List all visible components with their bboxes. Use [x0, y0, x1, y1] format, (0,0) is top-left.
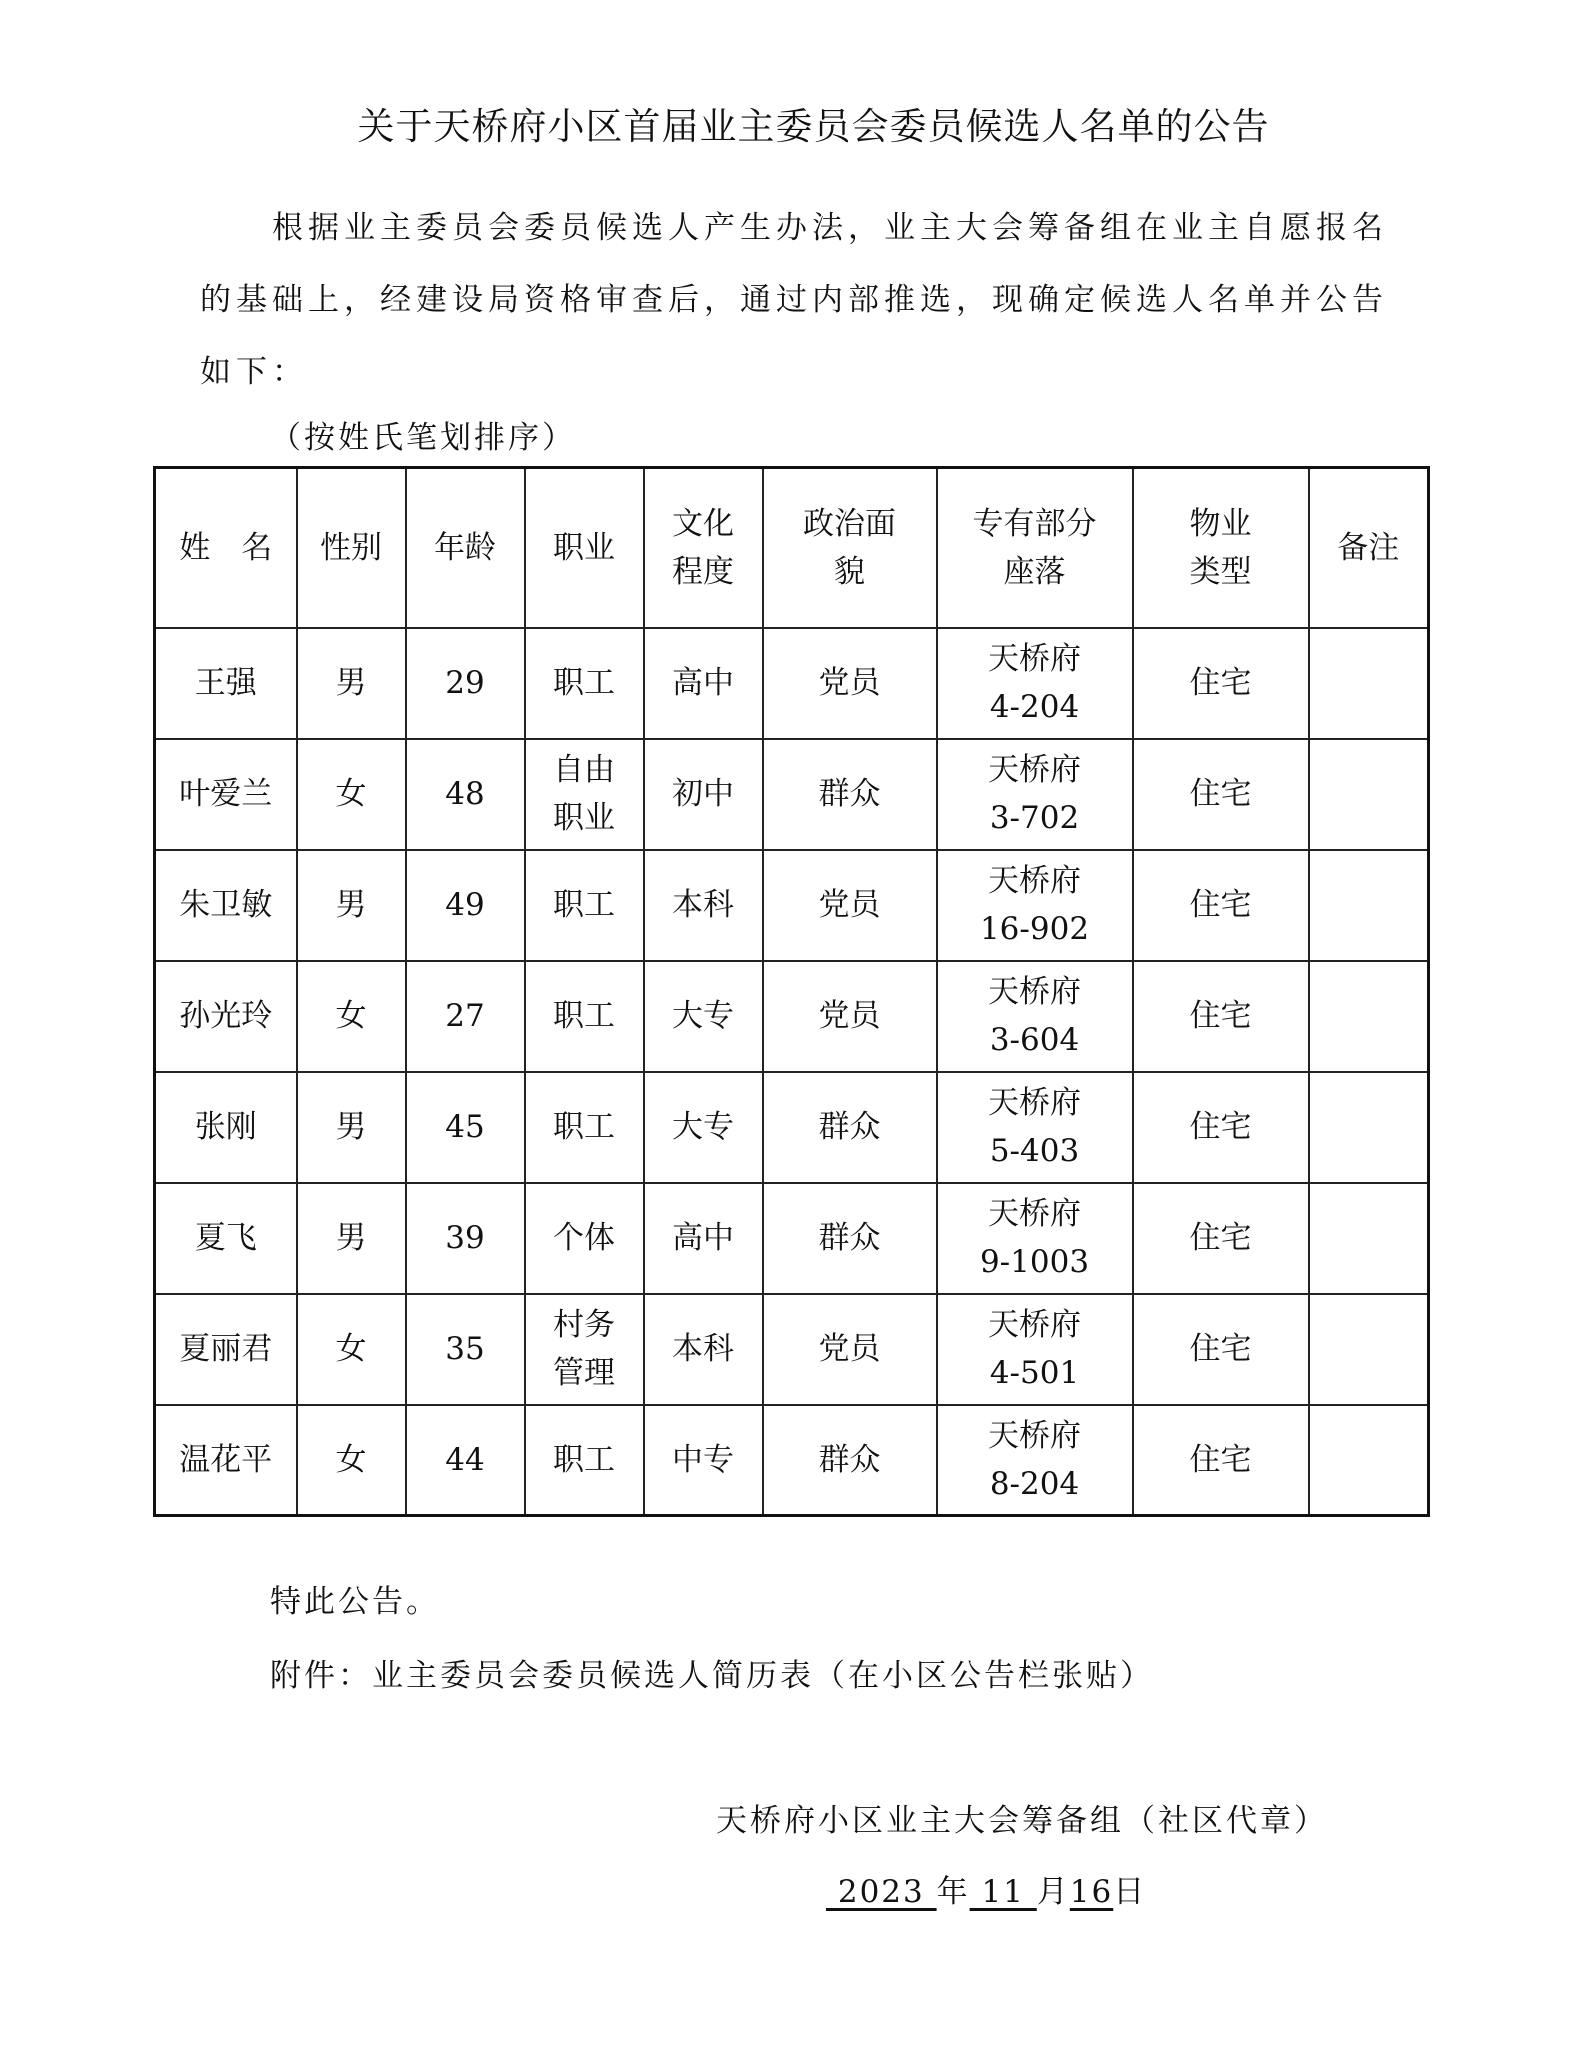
cell-job-text: 个体	[553, 1220, 615, 1256]
closing-text: 特此公告。	[270, 1584, 440, 1620]
cell-gender	[297, 961, 406, 1072]
cell-unit-text: 3-702	[989, 800, 1080, 836]
date-year-label: 年	[936, 1874, 970, 1910]
cell-unit-text: 天桥府	[988, 1196, 1081, 1232]
cell-political-status	[763, 1294, 937, 1405]
cell-property-type	[1133, 739, 1309, 850]
cell-property-type	[1133, 850, 1309, 961]
cell-education-text: 中专	[672, 1441, 734, 1478]
cell-age-text: 35	[445, 1331, 485, 1367]
cell-remark	[1309, 1183, 1429, 1294]
cell-unit-text: 9-1003	[979, 1244, 1090, 1280]
cell-job-text: 职业	[553, 800, 615, 836]
cell-education-text: 高中	[672, 665, 734, 701]
cell-political-status	[763, 961, 937, 1072]
cell-age	[406, 739, 525, 850]
cell-remark	[1309, 850, 1429, 961]
cell-political-status-text: 党员	[818, 887, 881, 923]
table-body	[155, 628, 1429, 1516]
cell-age-text: 48	[445, 776, 485, 812]
cell-unit-text: 天桥府	[988, 1307, 1081, 1343]
cell-unit-text: 天桥府	[988, 752, 1081, 788]
cell-property-type-text: 住宅	[1189, 1441, 1252, 1478]
cell-political-status	[763, 628, 937, 739]
table-row	[155, 739, 1429, 850]
cell-unit-text: 天桥府	[988, 641, 1081, 677]
cell-unit	[937, 850, 1133, 961]
intro-paragraph: 根据业主委员会委员候选人产生办法，业主大会筹备组在业主自愿报名的基础上，经建设局资格审查后，通过内部推选，现确定候选人名单并公告如下：	[200, 210, 1388, 390]
cell-name-text: 张刚	[194, 1109, 257, 1145]
header-age	[406, 468, 525, 628]
cell-job-text: 职工	[553, 665, 615, 701]
date-month-label: 月	[1036, 1874, 1070, 1910]
cell-education	[644, 739, 763, 850]
cell-name	[155, 1183, 297, 1294]
cell-political-status-text: 党员	[818, 1331, 881, 1367]
cell-job	[525, 739, 644, 850]
cell-job	[525, 1294, 644, 1405]
cell-unit-text: 5-403	[989, 1133, 1080, 1169]
table-row	[155, 1072, 1429, 1183]
cell-property-type-text: 住宅	[1189, 887, 1252, 923]
cell-gender-text: 女	[335, 998, 367, 1034]
cell-education	[644, 1405, 763, 1516]
cell-education	[644, 1072, 763, 1183]
cell-property-type-text: 住宅	[1189, 1220, 1252, 1256]
cell-job	[525, 1072, 644, 1183]
cell-age	[406, 628, 525, 739]
header-line: 政治面	[803, 505, 896, 542]
cell-unit-text: 天桥府	[988, 863, 1081, 899]
cell-name-text: 朱卫敏	[179, 887, 273, 923]
cell-age-text: 39	[445, 1220, 485, 1256]
cell-unit	[937, 628, 1133, 739]
cell-job-text: 职工	[553, 887, 615, 923]
cell-unit-text: 天桥府	[988, 1417, 1081, 1454]
cell-name-text: 孙光玲	[179, 998, 273, 1034]
cell-age	[406, 850, 525, 961]
table-row	[155, 850, 1429, 961]
cell-remark	[1309, 961, 1429, 1072]
cell-name	[155, 850, 297, 961]
header-name	[155, 468, 297, 628]
cell-gender-text: 女	[335, 776, 367, 812]
cell-gender	[297, 1183, 406, 1294]
cell-name	[155, 1405, 297, 1516]
cell-education-text: 本科	[672, 887, 734, 923]
header-education	[644, 468, 763, 628]
cell-job	[525, 961, 644, 1072]
cell-gender	[297, 628, 406, 739]
cell-age	[406, 1072, 525, 1183]
cell-property-type-text: 住宅	[1189, 998, 1252, 1034]
cell-property-type	[1133, 1294, 1309, 1405]
date-day-label: 日	[1113, 1874, 1147, 1910]
cell-education-text: 本科	[672, 1331, 734, 1367]
cell-unit-text: 4-501	[989, 1355, 1080, 1391]
cell-unit	[937, 1183, 1133, 1294]
cell-political-status-text: 群众	[818, 1441, 881, 1478]
cell-political-status	[763, 1405, 937, 1516]
cell-property-type-text: 住宅	[1189, 1331, 1252, 1367]
cell-property-type	[1133, 1405, 1309, 1516]
cell-education	[644, 1183, 763, 1294]
cell-age	[406, 1294, 525, 1405]
cell-job-text: 管理	[553, 1355, 615, 1391]
cell-political-status	[763, 1072, 937, 1183]
cell-age-text: 49	[445, 887, 485, 923]
candidate-table	[153, 466, 1430, 1517]
cell-remark	[1309, 1072, 1429, 1183]
cell-property-type-text: 住宅	[1189, 1109, 1252, 1145]
cell-education	[644, 1294, 763, 1405]
header-line: 物业	[1189, 505, 1252, 542]
header-line: 姓 名	[179, 529, 273, 566]
table-row	[155, 961, 1429, 1072]
cell-name-text: 王强	[194, 665, 257, 701]
cell-education	[644, 961, 763, 1072]
sort-note: （按姓氏笔划排序）	[270, 420, 576, 456]
header-line: 性别	[320, 529, 382, 566]
cell-job-text: 村务	[553, 1307, 615, 1343]
cell-age	[406, 1183, 525, 1294]
date-month: 11	[969, 1874, 1037, 1910]
cell-job-text: 职工	[553, 1441, 615, 1478]
attachment-note: 附件：业主委员会委员候选人简历表（在小区公告栏张贴）	[270, 1658, 1154, 1694]
cell-unit	[937, 739, 1133, 850]
cell-education-text: 大专	[672, 1109, 734, 1145]
cell-name	[155, 1072, 297, 1183]
document-title: 关于天桥府小区首届业主委员会委员候选人名单的公告	[357, 105, 1270, 148]
header-line: 职业	[553, 529, 615, 566]
header-line: 类型	[1189, 553, 1252, 590]
cell-remark	[1309, 1405, 1429, 1516]
cell-unit-text: 天桥府	[988, 1085, 1081, 1121]
cell-gender-text: 男	[335, 1220, 367, 1256]
cell-property-type	[1133, 1183, 1309, 1294]
cell-property-type-text: 住宅	[1189, 665, 1252, 701]
table-row	[155, 628, 1429, 739]
date-year: 2023	[826, 1874, 937, 1910]
cell-property-type-text: 住宅	[1189, 776, 1252, 812]
header-line: 备注	[1337, 529, 1400, 566]
header-line: 貌	[834, 553, 865, 590]
cell-age-text: 27	[445, 998, 485, 1034]
header-gender	[297, 468, 406, 628]
cell-age-text: 45	[445, 1109, 485, 1145]
header-line: 文化	[672, 505, 734, 542]
header-line: 专有部分	[972, 505, 1097, 542]
cell-name-text: 温花平	[179, 1441, 273, 1478]
cell-job	[525, 1183, 644, 1294]
cell-job-text: 职工	[553, 998, 615, 1034]
cell-name-text: 夏飞	[194, 1220, 257, 1256]
cell-gender-text: 女	[335, 1441, 367, 1478]
cell-unit	[937, 1294, 1133, 1405]
cell-name-text: 夏丽君	[179, 1331, 273, 1367]
cell-political-status-text: 群众	[818, 1109, 881, 1145]
cell-political-status-text: 群众	[818, 776, 881, 812]
cell-education-text: 初中	[672, 776, 734, 812]
cell-gender-text: 男	[335, 887, 367, 923]
cell-age	[406, 1405, 525, 1516]
cell-name	[155, 1294, 297, 1405]
cell-unit-text: 3-604	[989, 1022, 1080, 1058]
cell-unit	[937, 1072, 1133, 1183]
cell-political-status-text: 党员	[818, 665, 881, 701]
header-job	[525, 468, 644, 628]
cell-gender-text: 男	[335, 1109, 367, 1145]
header-remark	[1309, 468, 1429, 628]
cell-property-type	[1133, 961, 1309, 1072]
cell-gender-text: 男	[335, 665, 367, 701]
cell-remark	[1309, 739, 1429, 850]
cell-job-text: 职工	[553, 1109, 615, 1145]
table-row	[155, 1294, 1429, 1405]
header-line: 程度	[672, 553, 734, 590]
cell-gender	[297, 739, 406, 850]
cell-job	[525, 1405, 644, 1516]
cell-gender	[297, 1405, 406, 1516]
cell-age	[406, 961, 525, 1072]
header-unit-location	[937, 468, 1133, 628]
table-row	[155, 1405, 1429, 1516]
cell-political-status-text: 党员	[818, 998, 881, 1034]
cell-gender-text: 女	[335, 1331, 367, 1367]
cell-remark	[1309, 628, 1429, 739]
header-line: 年龄	[434, 529, 496, 566]
cell-gender	[297, 1072, 406, 1183]
cell-job	[525, 850, 644, 961]
cell-education-text: 高中	[672, 1220, 734, 1256]
cell-unit-text: 4-204	[989, 689, 1080, 725]
issue-date	[826, 1866, 1146, 1911]
cell-remark	[1309, 1294, 1429, 1405]
cell-job-text: 自由	[553, 752, 615, 788]
cell-political-status	[763, 739, 937, 850]
issuing-organization: 天桥府小区业主大会筹备组（社区代章）	[716, 1803, 1328, 1839]
cell-education-text: 大专	[672, 998, 734, 1034]
cell-education	[644, 628, 763, 739]
cell-name	[155, 739, 297, 850]
header-property-type	[1133, 468, 1309, 628]
cell-age-text: 29	[445, 665, 485, 701]
cell-political-status	[763, 1183, 937, 1294]
cell-property-type	[1133, 628, 1309, 739]
cell-unit-text: 16-902	[979, 911, 1090, 947]
table-header-row	[155, 468, 1429, 628]
cell-age-text: 44	[445, 1441, 485, 1478]
header-political-status	[763, 468, 937, 628]
date-day: 16	[1069, 1874, 1114, 1910]
header-line: 座落	[1003, 553, 1066, 590]
cell-job	[525, 628, 644, 739]
cell-political-status-text: 群众	[818, 1220, 881, 1256]
cell-unit	[937, 961, 1133, 1072]
cell-name	[155, 628, 297, 739]
cell-unit-text: 天桥府	[988, 974, 1081, 1010]
cell-unit-text: 8-204	[989, 1465, 1080, 1502]
cell-unit	[937, 1405, 1133, 1516]
table-row	[155, 1183, 1429, 1294]
cell-name-text: 叶爱兰	[179, 776, 273, 812]
cell-education	[644, 850, 763, 961]
cell-gender	[297, 1294, 406, 1405]
cell-gender	[297, 850, 406, 961]
cell-political-status	[763, 850, 937, 961]
cell-name	[155, 961, 297, 1072]
cell-property-type	[1133, 1072, 1309, 1183]
